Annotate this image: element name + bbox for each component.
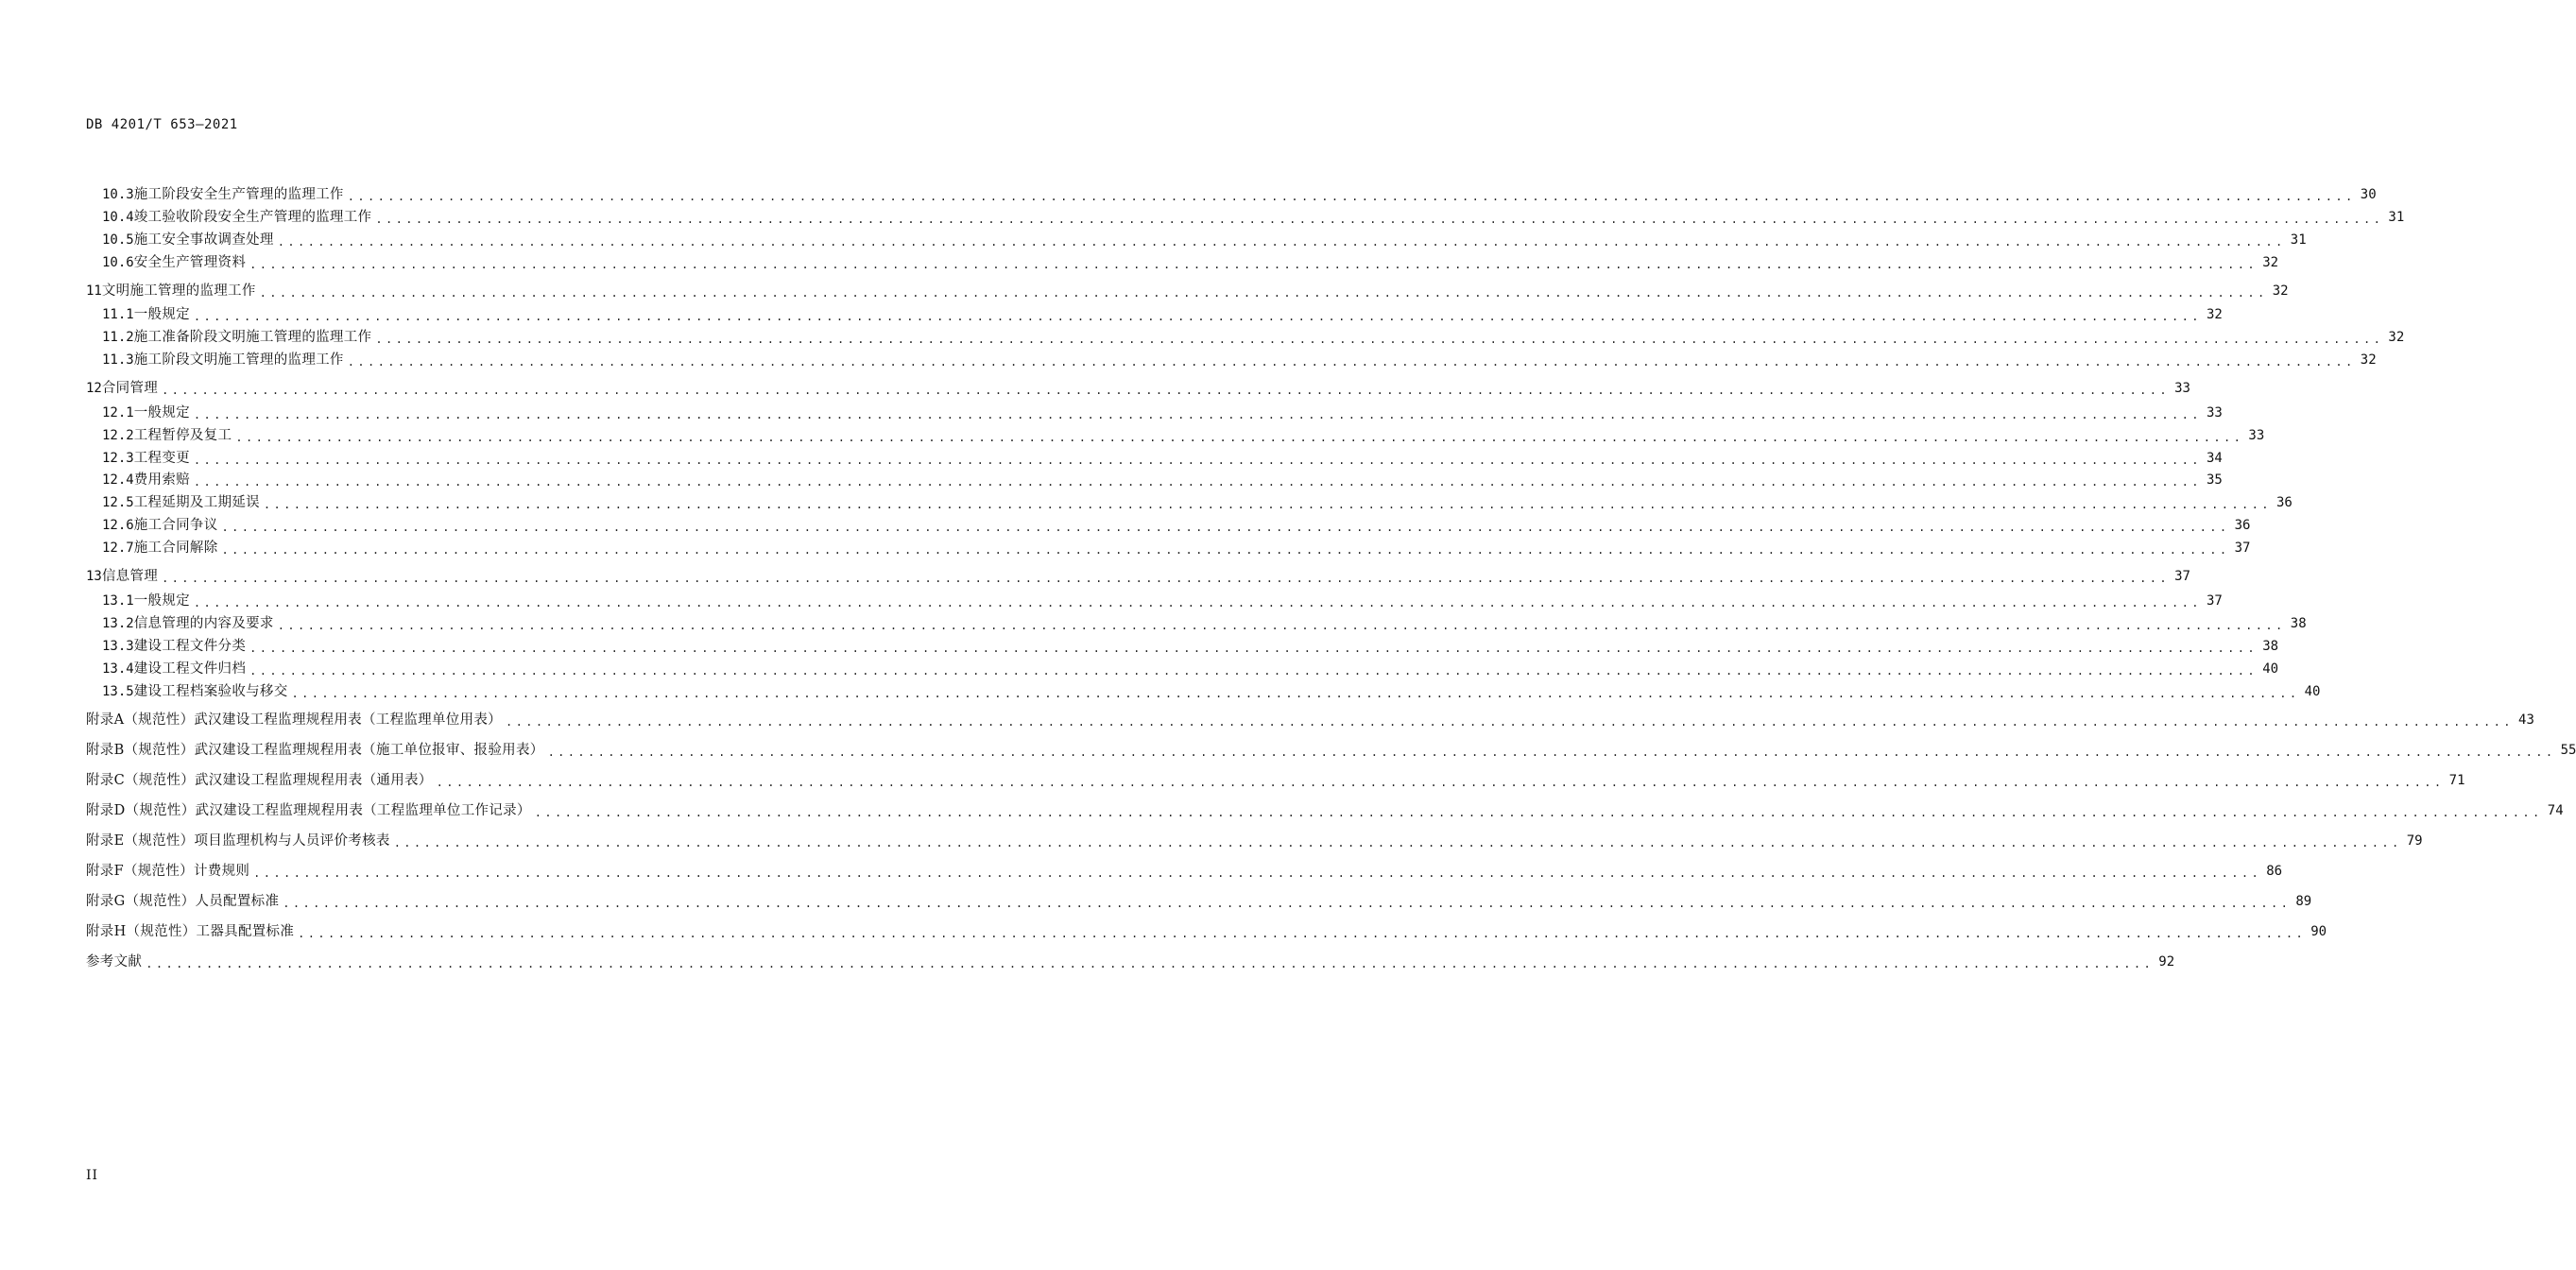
toc-entry-number: 附录C（规范性） <box>86 773 195 788</box>
toc-entry-title: 一般规定 <box>133 593 190 609</box>
toc-entry-title: 施工阶段文明施工管理的监理工作 <box>133 352 344 368</box>
toc-entry-title: 武汉建设工程监理规程用表（工程监理单位工作记录） <box>195 803 531 818</box>
toc-entry-page: 37 <box>2234 541 2251 556</box>
toc-entry-page: 31 <box>2290 232 2307 248</box>
toc-entry[interactable] <box>86 327 2405 348</box>
toc-leader-dots: ........................................................................................................................................................................................................ <box>547 746 2556 759</box>
toc-leader-dots: ........................................................................................................................................................................................................ <box>393 836 2402 850</box>
toc-entry-number: 13 <box>86 569 102 584</box>
toc-entry-number: 11.3 <box>102 352 134 368</box>
toc-leader-dots: ........................................................................................................................................................................................................ <box>193 454 2202 467</box>
toc-leader-dots: ........................................................................................................................................................................................................ <box>259 286 2268 300</box>
toc-leader-dots: ........................................................................................................................................................................................................ <box>235 431 2244 444</box>
toc-entry-title: 文明施工管理的监理工作 <box>101 283 256 299</box>
toc-entry-title: 参考文献 <box>86 954 143 970</box>
toc-entry-number: 附录E（规范性） <box>86 833 195 849</box>
toc-entry-title: 武汉建设工程监理规程用表（通用表） <box>195 773 433 788</box>
toc-entry-number: 附录D（规范性） <box>86 803 196 818</box>
toc-entry-page: 36 <box>2275 495 2293 510</box>
toc-leader-dots: ........................................................................................................................................................................................................ <box>193 408 2202 421</box>
toc-entry-number: 11.2 <box>102 330 134 345</box>
toc-leader-dots: ........................................................................................................................................................................................................ <box>162 572 2170 585</box>
toc-entry-title: 信息管理 <box>101 569 159 584</box>
toc-entry-page: 30 <box>2360 187 2377 202</box>
toc-entry-page: 40 <box>2262 661 2279 677</box>
toc-entry[interactable] <box>86 470 2223 490</box>
toc-entry-title: 信息管理的内容及要求 <box>133 616 274 631</box>
toc-leader-dots: ........................................................................................................................................................................................................ <box>146 957 2155 970</box>
toc-entry[interactable] <box>86 800 2564 821</box>
toc-entry-title: 合同管理 <box>101 381 159 396</box>
toc-entry-page: 37 <box>2206 593 2223 609</box>
toc-entry-page: 92 <box>2158 954 2175 970</box>
toc-entry-page: 33 <box>2174 381 2190 396</box>
toc-entry-page: 74 <box>2547 803 2564 818</box>
toc-leader-dots: ........................................................................................................................................................................................................ <box>249 258 2258 271</box>
toc-entry-title: 工器具配置标准 <box>196 924 295 939</box>
toc-leader-dots: ........................................................................................................................................................................................................ <box>263 498 2272 511</box>
toc-leader-dots: ........................................................................................................................................................................................................ <box>193 310 2202 323</box>
toc-leader-dots: ........................................................................................................................................................................................................ <box>375 213 2384 226</box>
toc-entry-title: 项目监理机构与人员评价考核表 <box>194 833 390 849</box>
toc-entry-number: 13.3 <box>102 639 134 654</box>
toc-entry-title: 建设工程档案验收与移交 <box>133 684 288 699</box>
toc-entry-number: 13.1 <box>102 593 134 609</box>
toc-entry[interactable] <box>86 591 2223 611</box>
toc-leader-dots: ........................................................................................................................................................................................................ <box>193 475 2202 489</box>
toc-entry[interactable] <box>86 304 2223 325</box>
toc-leader-dots: ........................................................................................................................................................................................................ <box>277 235 2286 249</box>
toc-entry-page: 32 <box>2206 307 2223 322</box>
toc-leader-dots: ........................................................................................................................................................................................................ <box>375 333 2384 346</box>
toc-entry-title: 工程变更 <box>133 451 190 466</box>
toc-entry-page: 38 <box>2262 639 2279 654</box>
toc-entry-page: 71 <box>2448 773 2465 788</box>
toc-entry[interactable] <box>86 566 2190 587</box>
toc-leader-dots: ........................................................................................................................................................................................................ <box>347 190 2356 203</box>
toc-entry[interactable] <box>86 861 2283 882</box>
toc-leader-dots: ........................................................................................................................................................................................................ <box>436 776 2445 789</box>
toc-entry-page: 89 <box>2295 894 2312 909</box>
toc-entry-title: 一般规定 <box>133 307 190 322</box>
page-number-footer: II <box>86 1168 99 1183</box>
toc-leader-dots: ........................................................................................................................................................................................................ <box>347 355 2356 369</box>
toc-entry-title: 安全生产管理资料 <box>133 255 247 270</box>
toc-entry-number: 12.1 <box>102 405 134 420</box>
toc-entry-number: 13.2 <box>102 616 134 631</box>
toc-entry-title: 武汉建设工程监理规程用表（工程监理单位用表） <box>194 712 502 728</box>
toc-entry-number: 12.4 <box>102 472 134 488</box>
toc-entry-number: 附录G（规范性） <box>86 894 196 909</box>
toc-entry-page: 32 <box>2388 330 2405 345</box>
toc-entry[interactable] <box>86 636 2279 657</box>
toc-entry-page: 34 <box>2206 451 2223 466</box>
toc-entry[interactable] <box>86 448 2223 469</box>
toc-entry-page: 31 <box>2388 210 2405 225</box>
toc-entry-page: 32 <box>2262 255 2279 270</box>
toc-entry-page: 86 <box>2266 864 2283 879</box>
toc-leader-dots: ........................................................................................................................................................................................................ <box>193 596 2202 609</box>
toc-entry[interactable] <box>86 515 2251 536</box>
toc-entry-number: 11 <box>86 283 102 299</box>
toc-entry-number: 12.3 <box>102 451 134 466</box>
toc-entry-number: 12.2 <box>102 428 134 443</box>
toc-leader-dots: ........................................................................................................................................................................................................ <box>291 687 2300 700</box>
toc-entry-number: 附录F（规范性） <box>86 864 194 879</box>
toc-entry[interactable] <box>86 425 2265 446</box>
toc-entry-page: 32 <box>2360 352 2377 368</box>
toc-entry-number: 12.7 <box>102 541 134 556</box>
toc-entry-number: 12.6 <box>102 518 134 533</box>
toc-entry[interactable] <box>86 184 2377 205</box>
document-code-header: DB 4201/T 653—2021 <box>86 117 238 132</box>
toc-entry[interactable] <box>86 831 2423 851</box>
toc-entry-number: 附录H（规范性） <box>86 924 197 939</box>
toc-leader-dots: ........................................................................................................................................................................................................ <box>534 806 2543 819</box>
toc-entry-number: 12 <box>86 381 102 396</box>
toc-entry[interactable] <box>86 740 2576 761</box>
toc-entry-title: 施工阶段安全生产管理的监理工作 <box>133 187 344 202</box>
toc-entry-title: 计费规则 <box>193 864 250 879</box>
toc-entry[interactable] <box>86 952 2175 972</box>
toc-entry[interactable] <box>86 770 2465 791</box>
toc-entry-title: 武汉建设工程监理规程用表（施工单位报审、报验用表） <box>194 743 544 758</box>
toc-entry-title: 施工准备阶段文明施工管理的监理工作 <box>133 330 372 345</box>
toc-entry-page: 40 <box>2304 684 2321 699</box>
toc-entry[interactable] <box>86 350 2377 370</box>
toc-entry-number: 附录A（规范性） <box>86 712 195 728</box>
toc-entry[interactable] <box>86 378 2190 399</box>
toc-entry[interactable] <box>86 613 2307 634</box>
toc-entry-title: 人员配置标准 <box>195 894 280 909</box>
toc-entry[interactable] <box>86 710 2534 730</box>
toc-entry-title: 建设工程文件分类 <box>133 639 247 654</box>
toc-entry[interactable] <box>86 230 2307 250</box>
toc-entry-page: 33 <box>2206 405 2223 420</box>
toc-entry-title: 工程暂停及复工 <box>133 428 232 443</box>
toc-entry-number: 12.5 <box>102 495 134 510</box>
toc-leader-dots: ........................................................................................................................................................................................................ <box>249 642 2258 655</box>
toc-leader-dots: ........................................................................................................................................................................................................ <box>277 619 2286 632</box>
toc-entry[interactable] <box>86 492 2293 513</box>
toc-entry-number: 11.1 <box>102 307 134 322</box>
toc-entry-title: 建设工程文件归档 <box>133 661 247 677</box>
toc-entry-title: 竣工验收阶段安全生产管理的监理工作 <box>133 210 372 225</box>
toc-entry[interactable] <box>86 538 2251 558</box>
toc-entry-number: 10.5 <box>102 232 134 248</box>
toc-leader-dots: ........................................................................................................................................................................................................ <box>505 715 2514 729</box>
toc-entry[interactable] <box>86 207 2405 228</box>
toc-leader-dots: ........................................................................................................................................................................................................ <box>298 927 2307 940</box>
toc-leader-dots: ........................................................................................................................................................................................................ <box>162 384 2170 397</box>
toc-leader-dots: ........................................................................................................................................................................................................ <box>249 664 2258 678</box>
toc-entry[interactable] <box>86 252 2279 273</box>
toc-entry-number: 10.4 <box>102 210 134 225</box>
toc-entry-page: 33 <box>2248 428 2265 443</box>
toc-entry[interactable] <box>86 891 2312 912</box>
toc-entry-number: 13.4 <box>102 661 134 677</box>
toc-leader-dots: ........................................................................................................................................................................................................ <box>283 897 2292 910</box>
toc-entry[interactable] <box>86 403 2223 423</box>
toc-entry-page: 32 <box>2272 283 2289 299</box>
toc-entry-title: 工程延期及工期延误 <box>133 495 260 510</box>
toc-entry-title: 施工安全事故调查处理 <box>133 232 274 248</box>
toc-entry-page: 37 <box>2174 569 2190 584</box>
toc-entry-page: 36 <box>2234 518 2251 533</box>
toc-entry-number: 13.5 <box>102 684 134 699</box>
toc-entry-page: 79 <box>2406 833 2423 849</box>
toc-entry-title: 一般规定 <box>133 405 190 420</box>
toc-entry-number: 10.6 <box>102 255 134 270</box>
toc-entry-page: 35 <box>2206 472 2223 488</box>
toc-leader-dots: ........................................................................................................................................................................................................ <box>253 867 2262 880</box>
toc-entry-title: 费用索赔 <box>133 472 190 488</box>
toc-leader-dots: ........................................................................................................................................................................................................ <box>221 543 2230 557</box>
toc-entry[interactable] <box>86 921 2327 942</box>
toc-entry-page: 38 <box>2290 616 2307 631</box>
toc-entry[interactable] <box>86 281 2289 301</box>
toc-entry-number: 附录B（规范性） <box>86 743 195 758</box>
toc-entry-title: 施工合同争议 <box>133 518 218 533</box>
toc-entry-page: 90 <box>2310 924 2327 939</box>
toc-leader-dots: ........................................................................................................................................................................................................ <box>221 521 2230 534</box>
toc-entry-page: 55 <box>2560 743 2576 758</box>
toc-entry-title: 施工合同解除 <box>133 541 218 556</box>
toc-entry[interactable] <box>86 659 2279 679</box>
toc-entry[interactable] <box>86 681 2321 702</box>
toc-entry-page: 43 <box>2518 712 2534 728</box>
toc-entry-number: 10.3 <box>102 187 134 202</box>
